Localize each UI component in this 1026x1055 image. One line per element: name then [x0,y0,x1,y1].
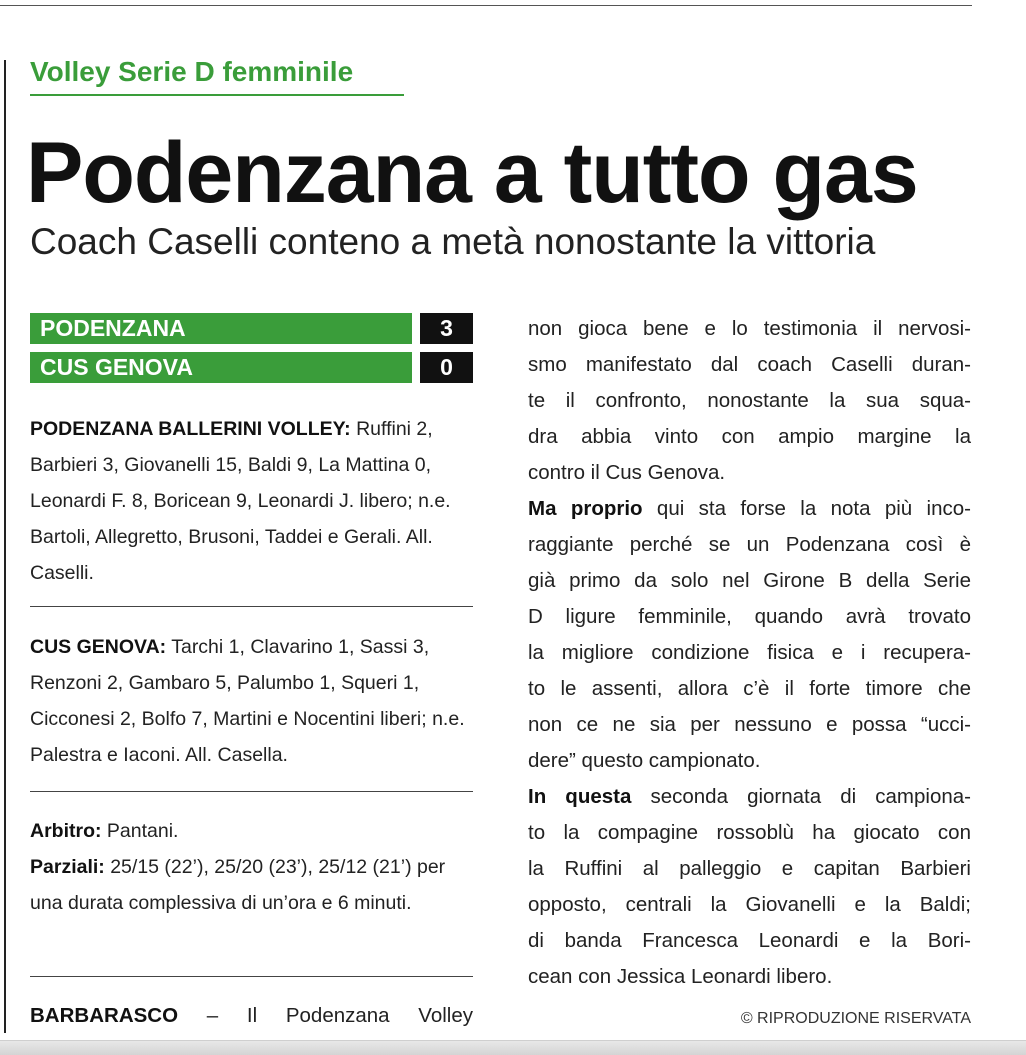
body-line [528,527,971,563]
body-line-text: D ligure femminile, quando avrà trovato [528,605,971,628]
team2-text: Tarchi 1, Clavarino 1, Sassi 3, Renzoni 2, Gambaro 5, Palumbo 1, Squeri 1, Cicconesi 2, Bolfo 7, Martini e Nocentini liberi; n.e. Palestra e Iaconi. All. Casella. [30,636,465,766]
body-line-text: raggiante perché se un Podenzana così è [528,533,971,556]
body-line [528,743,971,779]
body-line-text: to le assenti, allora c’è il forte timore che [528,677,971,700]
team1-text: Ruffini 2, Barbieri 3, Giovanelli 15, Baldi 9, La Mattina 0, Leonardi F. 8, Boricean 9, Leonardi J. libero; n.e. Bartoli, Allegretto, Brusoni, Taddei e Gerali. All. Caselli. [30,418,451,584]
scoreboard-team: PODENZANA [30,313,412,344]
scoreboard-score: 0 [420,352,473,383]
body-line-text: smo manifestato dal coach Caselli duran- [528,353,971,376]
article-lead [30,998,473,1034]
referee-line [30,813,475,849]
body-line-text: seconda giornata di campiona- [631,785,971,808]
body-line [528,815,971,851]
team2-label: CUS GENOVA: [30,636,167,658]
bottom-shadow [0,1040,1026,1055]
subheadline: Coach Caselli conteno a metà nonostante la vittoria [30,221,876,262]
scoreboard-score: 3 [420,313,473,344]
body-line [528,671,971,707]
section-underline [30,94,404,96]
body-line [528,635,971,671]
divider [30,606,473,607]
body-line [528,383,971,419]
body-line-text: non gioca bene e lo testimonia il nervosi- [528,317,971,340]
paragraph-lead: In questa [528,785,632,808]
body-line [528,959,971,995]
body-line [528,311,971,347]
body-line [528,851,971,887]
body-line [528,563,971,599]
left-rule [4,60,6,1033]
scoreboard-team: CUS GENOVA [30,352,412,383]
copyright: © RIPRODUZIONE RISERVATA [740,1010,971,1027]
body-line [528,347,971,383]
body-line [528,887,971,923]
body-line [528,707,971,743]
body-line-text: non ce ne sia per nessuno e possa “ucci- [528,713,971,736]
top-rule [0,5,972,6]
body-line-text: te il confronto, nonostante la sua squa- [528,389,971,412]
body-line-text: dra abbia vinto con ampio margine la [528,425,971,448]
partials-label: Parziali: [30,856,105,878]
body-line-text: la migliore condizione fisica e i recupera- [528,641,971,664]
article-body [528,311,971,995]
body-line-text: dere” questo campionato. [528,749,761,772]
lead-text: – Il Podenzana Volley [178,1004,473,1027]
section-label: Volley Serie D femminile [30,56,354,87]
headline: Podenzana a tutto gas [26,125,918,221]
team2-lineup [30,629,475,773]
body-line-text: contro il Cus Genova. [528,461,726,484]
body-line-text: to la compagine rossoblù ha giocato con [528,821,971,844]
divider [30,976,473,977]
body-line-text: cean con Jessica Leonardi libero. [528,965,833,988]
divider [30,791,473,792]
team1-lineup [30,411,475,591]
team1-label: PODENZANA BALLERINI VOLLEY: [30,418,351,440]
body-line-text: la Ruffini al palleggio e capitan Barbieri [528,857,971,880]
body-line-text: qui sta forse la nota più inco- [642,497,971,520]
partials-text: 25/15 (22’), 25/20 (23’), 25/12 (21’) per una durata complessiva di un’ora e 6 minuti. [30,856,446,914]
body-line [528,599,971,635]
body-line [528,779,971,815]
body-line-text: di banda Francesca Leonardi e la Bori- [528,929,971,952]
body-line-text: già primo da solo nel Girone B della Serie [528,569,971,592]
dateline: BARBARASCO [30,1004,179,1027]
body-line [528,923,971,959]
referee-text: Pantani. [101,820,179,842]
body-line [528,491,971,527]
body-line [528,455,971,491]
partials-line [30,849,475,921]
paragraph-lead: Ma proprio [528,497,643,520]
body-line-text: opposto, centrali la Giovanelli e la Baldi; [528,893,971,916]
body-line [528,419,971,455]
referee-label: Arbitro: [30,820,102,842]
match-info [30,813,475,921]
